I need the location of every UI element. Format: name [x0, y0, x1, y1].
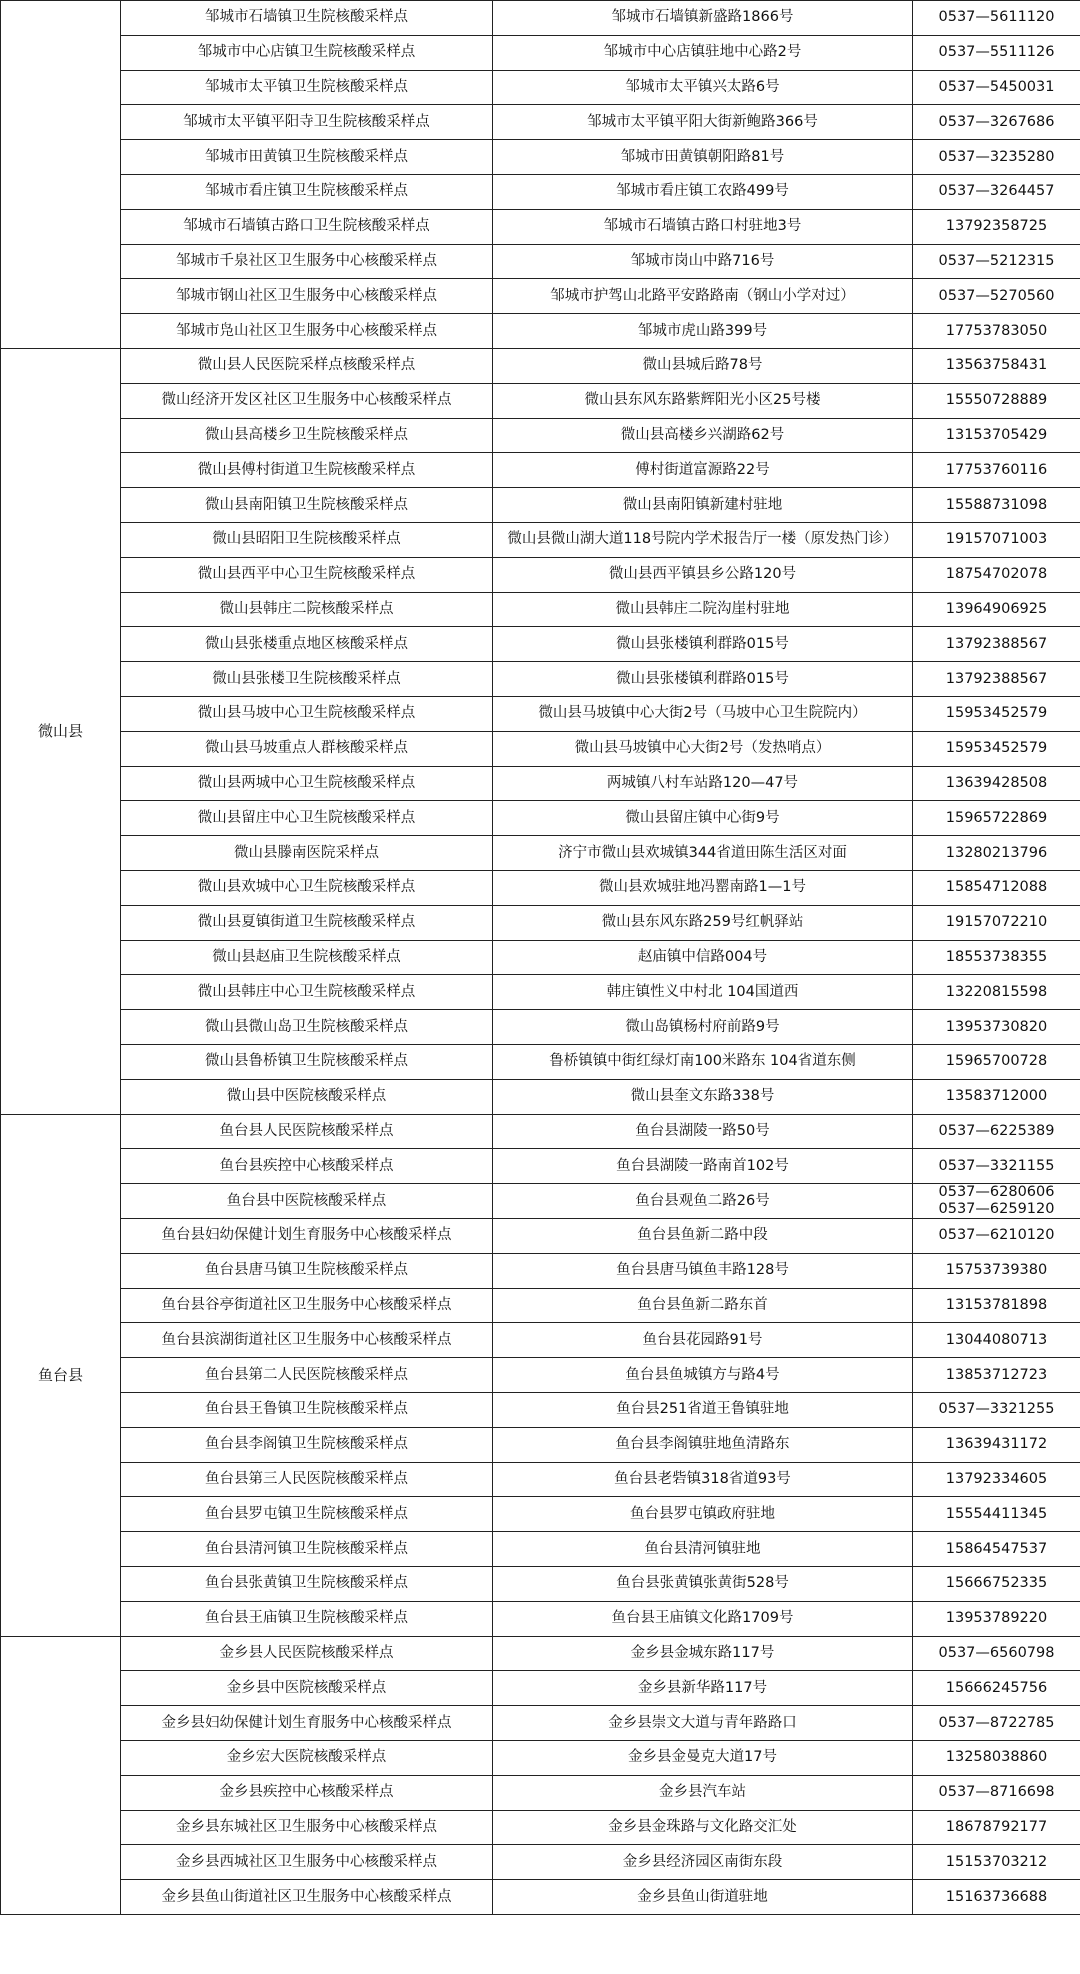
site-name-cell: 鱼台县唐马镇卫生院核酸采样点	[121, 1253, 493, 1288]
table-row	[1, 592, 1080, 627]
phone-cell: 18553738355	[913, 940, 1080, 975]
table-row	[1, 1184, 1080, 1219]
phone-cell: 15864547537	[913, 1532, 1080, 1567]
address-cell: 微山县马坡镇中心大街2号（马坡中心卫生院院内）	[493, 696, 913, 731]
table-row	[1, 1567, 1080, 1602]
table-row	[1, 870, 1080, 905]
site-name-cell: 微山县微山岛卫生院核酸采样点	[121, 1010, 493, 1045]
table-row	[1, 1636, 1080, 1671]
site-name-cell: 金乡县西城社区卫生服务中心核酸采样点	[121, 1845, 493, 1880]
phone-cell: 15753739380	[913, 1253, 1080, 1288]
address-cell: 金乡县金曼克大道17号	[493, 1741, 913, 1776]
phone-cell: 15550728889	[913, 383, 1080, 418]
address-cell: 微山县微山湖大道118号院内学术报告厅一楼（原发热门诊）	[493, 522, 913, 557]
phone-cell: 15953452579	[913, 696, 1080, 731]
phone-cell: 0537—8722785	[913, 1706, 1080, 1741]
table-row	[1, 1427, 1080, 1462]
site-name-cell: 微山县夏镇街道卫生院核酸采样点	[121, 905, 493, 940]
site-name-cell: 鱼台县王鲁镇卫生院核酸采样点	[121, 1393, 493, 1428]
phone-cell: 13639431172	[913, 1427, 1080, 1462]
phone-cell: 15163736688	[913, 1880, 1080, 1915]
site-name-cell: 微山县滕南医院采样点	[121, 836, 493, 871]
site-name-cell: 邹城市凫山社区卫生服务中心核酸采样点	[121, 314, 493, 349]
address-cell: 鱼台县老砦镇318省道93号	[493, 1462, 913, 1497]
table-row	[1, 1358, 1080, 1393]
phone-cell: 13792388567	[913, 662, 1080, 697]
table-row	[1, 488, 1080, 523]
site-name-cell: 邹城市石墙镇卫生院核酸采样点	[121, 1, 493, 36]
table-row	[1, 174, 1080, 209]
phone-cell: 13583712000	[913, 1079, 1080, 1114]
address-cell: 邹城市石墙镇古路口村驻地3号	[493, 209, 913, 244]
address-cell: 鱼台县湖陵一路南首102号	[493, 1149, 913, 1184]
site-name-cell: 鱼台县清河镇卫生院核酸采样点	[121, 1532, 493, 1567]
phone-cell: 15588731098	[913, 488, 1080, 523]
address-cell: 邹城市岗山中路716号	[493, 244, 913, 279]
table-row	[1, 383, 1080, 418]
address-cell: 鱼台县鱼新二路东首	[493, 1288, 913, 1323]
site-name-cell: 微山县马坡中心卫生院核酸采样点	[121, 696, 493, 731]
site-name-cell: 金乡县人民医院核酸采样点	[121, 1636, 493, 1671]
table-row	[1, 1706, 1080, 1741]
address-cell: 微山县奎文东路338号	[493, 1079, 913, 1114]
site-name-cell: 微山县南阳镇卫生院核酸采样点	[121, 488, 493, 523]
phone-cell: 19157071003	[913, 522, 1080, 557]
address-cell: 傅村街道富源路22号	[493, 453, 913, 488]
site-name-cell: 邹城市石墙镇古路口卫生院核酸采样点	[121, 209, 493, 244]
phone-cell: 13563758431	[913, 348, 1080, 383]
address-cell: 鱼台县鱼城镇方与路4号	[493, 1358, 913, 1393]
site-name-cell: 金乡县鱼山街道社区卫生服务中心核酸采样点	[121, 1880, 493, 1915]
address-cell: 济宁市微山县欢城镇344省道田陈生活区对面	[493, 836, 913, 871]
site-name-cell: 微山县张楼重点地区核酸采样点	[121, 627, 493, 662]
phone-cell: 13153781898	[913, 1288, 1080, 1323]
phone-cell: 0537—3264457	[913, 174, 1080, 209]
phone-cell: 15153703212	[913, 1845, 1080, 1880]
site-name-cell: 金乡宏大医院核酸采样点	[121, 1741, 493, 1776]
county-cell	[1, 1636, 121, 1914]
table-row	[1, 1462, 1080, 1497]
phone-cell: 0537—6210120	[913, 1219, 1080, 1254]
table-row	[1, 1845, 1080, 1880]
phone-cell: 13044080713	[913, 1323, 1080, 1358]
address-cell: 两城镇八村车站路120—47号	[493, 766, 913, 801]
address-cell: 邹城市石墙镇新盛路1866号	[493, 1, 913, 36]
site-name-cell: 金乡县疾控中心核酸采样点	[121, 1775, 493, 1810]
table-row	[1, 801, 1080, 836]
site-name-cell: 邹城市太平镇平阳寺卫生院核酸采样点	[121, 105, 493, 140]
phone-cell: 13792388567	[913, 627, 1080, 662]
table-row	[1, 105, 1080, 140]
phone-cell: 15965700728	[913, 1044, 1080, 1079]
table-row	[1, 1288, 1080, 1323]
table-row	[1, 348, 1080, 383]
address-cell: 微山县韩庄二院沟崖村驻地	[493, 592, 913, 627]
table-row	[1, 627, 1080, 662]
phone-cell: 13953730820	[913, 1010, 1080, 1045]
site-name-cell: 微山县高楼乡卫生院核酸采样点	[121, 418, 493, 453]
table-row	[1, 244, 1080, 279]
phone-cell: 13639428508	[913, 766, 1080, 801]
address-cell: 鱼台县251省道王鲁镇驻地	[493, 1393, 913, 1428]
table-row	[1, 1393, 1080, 1428]
phone-cell: 17753783050	[913, 314, 1080, 349]
phone-cell: 0537—3321155	[913, 1149, 1080, 1184]
table-row	[1, 731, 1080, 766]
phone-cell: 15666245756	[913, 1671, 1080, 1706]
address-cell: 邹城市虎山路399号	[493, 314, 913, 349]
address-cell: 微山县张楼镇利群路015号	[493, 627, 913, 662]
site-name-cell: 微山县鲁桥镇卫生院核酸采样点	[121, 1044, 493, 1079]
address-cell: 邹城市中心店镇驻地中心路2号	[493, 35, 913, 70]
phone-cell: 15953452579	[913, 731, 1080, 766]
address-cell: 微山县东风东路259号红帆驿站	[493, 905, 913, 940]
address-cell: 赵庙镇中信路004号	[493, 940, 913, 975]
site-name-cell: 金乡县东城社区卫生服务中心核酸采样点	[121, 1810, 493, 1845]
address-cell: 金乡县经济园区南街东段	[493, 1845, 913, 1880]
address-cell: 微山县南阳镇新建村驻地	[493, 488, 913, 523]
site-name-cell: 微山县赵庙卫生院核酸采样点	[121, 940, 493, 975]
phone-cell: 15965722869	[913, 801, 1080, 836]
phone-cell: 0537—5511126	[913, 35, 1080, 70]
site-name-cell: 邹城市太平镇卫生院核酸采样点	[121, 70, 493, 105]
county-cell	[1, 1, 121, 349]
site-name-cell: 邹城市田黄镇卫生院核酸采样点	[121, 140, 493, 175]
table-row	[1, 1253, 1080, 1288]
table-row	[1, 453, 1080, 488]
table-row	[1, 1775, 1080, 1810]
table-row	[1, 940, 1080, 975]
table-row	[1, 836, 1080, 871]
site-name-cell: 微山县中医院核酸采样点	[121, 1079, 493, 1114]
site-name-cell: 鱼台县滨湖街道社区卫生服务中心核酸采样点	[121, 1323, 493, 1358]
table-row	[1, 1532, 1080, 1567]
phone-cell: 0537—3321255	[913, 1393, 1080, 1428]
address-cell: 微山县留庄镇中心街9号	[493, 801, 913, 836]
phone-cell: 17753760116	[913, 453, 1080, 488]
address-cell: 鲁桥镇镇中街红绿灯南100米路东 104省道东侧	[493, 1044, 913, 1079]
address-cell: 微山县张楼镇利群路015号	[493, 662, 913, 697]
address-cell: 微山县西平镇县乡公路120号	[493, 557, 913, 592]
address-cell: 鱼台县湖陵一路50号	[493, 1114, 913, 1149]
phone-cell: 0537—8716698	[913, 1775, 1080, 1810]
table-row	[1, 1149, 1080, 1184]
site-name-cell: 邹城市看庄镇卫生院核酸采样点	[121, 174, 493, 209]
table-row	[1, 209, 1080, 244]
table-row	[1, 1044, 1080, 1079]
site-name-cell: 鱼台县中医院核酸采样点	[121, 1184, 493, 1219]
table-row	[1, 1601, 1080, 1636]
address-cell: 金乡县汽车站	[493, 1775, 913, 1810]
address-cell: 微山县城后路78号	[493, 348, 913, 383]
table-row	[1, 35, 1080, 70]
phone-cell: 13220815598	[913, 975, 1080, 1010]
phone-cell: 18754702078	[913, 557, 1080, 592]
table-row	[1, 905, 1080, 940]
address-cell: 邹城市太平镇兴太路6号	[493, 70, 913, 105]
address-cell: 微山县马坡镇中心大街2号（发热哨点）	[493, 731, 913, 766]
table-row	[1, 1219, 1080, 1254]
address-cell: 韩庄镇性义中村北 104国道西	[493, 975, 913, 1010]
site-name-cell: 微山县西平中心卫生院核酸采样点	[121, 557, 493, 592]
table-row	[1, 418, 1080, 453]
table-row	[1, 314, 1080, 349]
phone-cell: 13153705429	[913, 418, 1080, 453]
phone-cell: 13953789220	[913, 1601, 1080, 1636]
table-row	[1, 975, 1080, 1010]
phone-cell: 13258038860	[913, 1741, 1080, 1776]
phone-cell: 0537—5212315	[913, 244, 1080, 279]
site-name-cell: 鱼台县第二人民医院核酸采样点	[121, 1358, 493, 1393]
address-cell: 微山岛镇杨村府前路9号	[493, 1010, 913, 1045]
site-name-cell: 微山县留庄中心卫生院核酸采样点	[121, 801, 493, 836]
site-name-cell: 邹城市中心店镇卫生院核酸采样点	[121, 35, 493, 70]
site-name-cell: 鱼台县罗屯镇卫生院核酸采样点	[121, 1497, 493, 1532]
table-row	[1, 1, 1080, 36]
site-name-cell: 鱼台县王庙镇卫生院核酸采样点	[121, 1601, 493, 1636]
site-name-cell: 微山县韩庄二院核酸采样点	[121, 592, 493, 627]
table-row	[1, 70, 1080, 105]
county-cell: 微山县	[1, 348, 121, 1114]
site-name-cell: 金乡县妇幼保健计划生育服务中心核酸采样点	[121, 1706, 493, 1741]
site-name-cell: 邹城市千泉社区卫生服务中心核酸采样点	[121, 244, 493, 279]
address-cell: 邹城市护驾山北路平安路路南（钢山小学对过）	[493, 279, 913, 314]
site-name-cell: 微山县马坡重点人群核酸采样点	[121, 731, 493, 766]
address-cell: 金乡县新华路117号	[493, 1671, 913, 1706]
phone-cell: 15854712088	[913, 870, 1080, 905]
address-cell: 鱼台县鱼新二路中段	[493, 1219, 913, 1254]
address-cell: 鱼台县王庙镇文化路1709号	[493, 1601, 913, 1636]
address-cell: 鱼台县唐马镇鱼丰路128号	[493, 1253, 913, 1288]
address-cell: 邹城市看庄镇工农路499号	[493, 174, 913, 209]
phone-cell: 0537—3267686	[913, 105, 1080, 140]
phone-cell: 19157072210	[913, 905, 1080, 940]
address-cell: 鱼台县观鱼二路26号	[493, 1184, 913, 1219]
table-row	[1, 1671, 1080, 1706]
address-cell: 鱼台县罗屯镇政府驻地	[493, 1497, 913, 1532]
site-name-cell: 微山县两城中心卫生院核酸采样点	[121, 766, 493, 801]
site-name-cell: 鱼台县人民医院核酸采样点	[121, 1114, 493, 1149]
site-name-cell: 鱼台县第三人民医院核酸采样点	[121, 1462, 493, 1497]
site-name-cell: 微山县昭阳卫生院核酸采样点	[121, 522, 493, 557]
address-cell: 微山县高楼乡兴湖路62号	[493, 418, 913, 453]
site-name-cell: 鱼台县妇幼保健计划生育服务中心核酸采样点	[121, 1219, 493, 1254]
table-row	[1, 1741, 1080, 1776]
address-cell: 微山县欢城驻地冯罂南路1—1号	[493, 870, 913, 905]
site-name-cell: 鱼台县张黄镇卫生院核酸采样点	[121, 1567, 493, 1602]
site-name-cell: 微山县韩庄中心卫生院核酸采样点	[121, 975, 493, 1010]
address-cell: 金乡县鱼山街道驻地	[493, 1880, 913, 1915]
phone-cell: 13964906925	[913, 592, 1080, 627]
table-row	[1, 1810, 1080, 1845]
site-name-cell: 鱼台县李阁镇卫生院核酸采样点	[121, 1427, 493, 1462]
address-cell: 金乡县崇文大道与青年路路口	[493, 1706, 913, 1741]
table-row	[1, 1880, 1080, 1915]
site-name-cell: 鱼台县疾控中心核酸采样点	[121, 1149, 493, 1184]
address-cell: 鱼台县李阁镇驻地鱼清路东	[493, 1427, 913, 1462]
site-name-cell: 金乡县中医院核酸采样点	[121, 1671, 493, 1706]
phone-cell: 13792334605	[913, 1462, 1080, 1497]
table-row	[1, 1114, 1080, 1149]
table-row	[1, 1323, 1080, 1358]
address-cell: 鱼台县清河镇驻地	[493, 1532, 913, 1567]
site-name-cell: 微山县傅村街道卫生院核酸采样点	[121, 453, 493, 488]
phone-cell: 0537—6225389	[913, 1114, 1080, 1149]
phone-cell: 15554411345	[913, 1497, 1080, 1532]
table-row	[1, 522, 1080, 557]
site-name-cell: 微山县人民医院采样点核酸采样点	[121, 348, 493, 383]
table-row	[1, 1079, 1080, 1114]
county-cell: 鱼台县	[1, 1114, 121, 1636]
site-name-cell: 微山县张楼卫生院核酸采样点	[121, 662, 493, 697]
phone-cell: 0537—5450031	[913, 70, 1080, 105]
address-cell: 金乡县金城东路117号	[493, 1636, 913, 1671]
table-row	[1, 696, 1080, 731]
site-name-cell: 鱼台县谷亭街道社区卫生服务中心核酸采样点	[121, 1288, 493, 1323]
table-row	[1, 557, 1080, 592]
phone-cell: 0537—3235280	[913, 140, 1080, 175]
site-name-cell: 微山县欢城中心卫生院核酸采样点	[121, 870, 493, 905]
phone-cell: 15666752335	[913, 1567, 1080, 1602]
table-row	[1, 766, 1080, 801]
table-row	[1, 1497, 1080, 1532]
table-row	[1, 1010, 1080, 1045]
phone-cell: 0537—5611120	[913, 1, 1080, 36]
address-cell: 金乡县金珠路与文化路交汇处	[493, 1810, 913, 1845]
phone-cell: 13853712723	[913, 1358, 1080, 1393]
phone-cell: 0537—6280606 0537—6259120	[913, 1184, 1080, 1219]
address-cell: 邹城市田黄镇朝阳路81号	[493, 140, 913, 175]
address-cell: 鱼台县花园路91号	[493, 1323, 913, 1358]
address-cell: 邹城市太平镇平阳大街新鲍路366号	[493, 105, 913, 140]
phone-cell: 18678792177	[913, 1810, 1080, 1845]
phone-cell: 0537—6560798	[913, 1636, 1080, 1671]
address-cell: 鱼台县张黄镇张黄街528号	[493, 1567, 913, 1602]
phone-cell: 0537—5270560	[913, 279, 1080, 314]
address-cell: 微山县东风东路紫辉阳光小区25号楼	[493, 383, 913, 418]
site-name-cell: 邹城市钢山社区卫生服务中心核酸采样点	[121, 279, 493, 314]
site-name-cell: 微山经济开发区社区卫生服务中心核酸采样点	[121, 383, 493, 418]
table-row	[1, 140, 1080, 175]
table-row	[1, 279, 1080, 314]
phone-cell: 13280213796	[913, 836, 1080, 871]
table-body	[1, 1, 1080, 1915]
table-row	[1, 662, 1080, 697]
phone-cell: 13792358725	[913, 209, 1080, 244]
